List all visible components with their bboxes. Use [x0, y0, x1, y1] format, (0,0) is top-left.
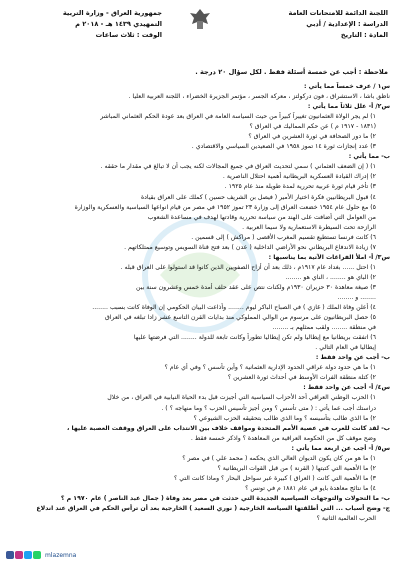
question-line: ........ و ........ [337, 293, 376, 301]
question-heading: ب- لقد كانت للعرب في عصبة الأمم المتحدة ومواقف خلاف بين الانتداب على العراق ووقفت العصبة عليها ، [67, 424, 390, 432]
footer-logo [6, 548, 76, 562]
question-line: الحرب العالمية الثانية ؟ [316, 515, 376, 523]
question-line: ٢) ما الأهمية التي كتبتها ( القرنة ) من قبل القوات البريطانية ؟ [217, 464, 376, 472]
question-heading: ب- مما يأتي : [348, 153, 390, 161]
question-heading: ب- ما التحولات والتوجهات السياسية الجديدة التي حدثت في مصر بعد وفاة ( جمال عبد الناصر ) عام ١٩٧٠ م ؟ [60, 494, 390, 502]
question-line: ٣) عدد إنجازات ثورة ١٤ تموز ١٩٥٨ في الصعيدين السياسي والاقتصادي . [191, 143, 376, 151]
question-line: في منطقة ........ ولقب ممثلهم بـ ........ [272, 324, 376, 332]
whatsapp-icon [33, 551, 41, 559]
question-line: ٢) ما دور الصحافة في ثورة العشرين في العراق ؟ [248, 133, 376, 141]
header-right-block [238, 8, 388, 41]
question-line: (١٨٣١ - ١٩١٧ م ) عن حكم المماليك في العراق ؟ [249, 123, 376, 131]
question-line: دراستك أجب عما يأتي : ( متى تأسس ؟ ومن أجيز تأسيس الحزب ؟ وما منهاجه ؟ ) . [161, 404, 376, 412]
question-line: ٦) كانت فرنسا تستطيع تقسيم المغرب الأقصى ( مراكش ) إلى قسمين . [191, 233, 376, 241]
question-line: وضح موقف كل من الحكومة العراقية من المعاهدة ؟ واذكر خمسة فقط . [190, 434, 376, 442]
question-line: ٧) زيادة الاندفاع البريطاني نحو الأراضي الداخلية ( عدن ) بعد فتح قناة السويس وتوسيع ممتلكاتهم . [124, 243, 376, 251]
question-line: ١) ما هو من كان يكون الديوان العالي الذي يحكمه ( محمد علي ) في مصر ؟ [182, 454, 376, 462]
question-line: ٣) صيغة معاهدة ٣٠ حزيران ١٩٣٠م ولكنات نتص على عقد حلف أمدة خمس وعشرون سنة بين [136, 283, 376, 291]
header-line: اللجنة الدائمة للامتحانات العامة [288, 9, 388, 17]
header-line: جمهورية العراق - وزارة التربية [62, 9, 162, 17]
header-line: التمهيدي ١٤٣٩ هـ - ٢٠١٨ م [75, 20, 162, 28]
exam-notice: ملاحظة : أجب عن خمسة أسئلة فقط . لكل سؤال ٢٠ درجة . [195, 68, 388, 76]
header-line: المادة : التاريخ [340, 31, 388, 39]
twitter-icon [24, 551, 32, 559]
question-line: ٣) ما الأهمية التي كانت ( العراق ) كبيرة عبر سواحل البحار ؟ وماذا كانت التي ؟ [173, 474, 376, 482]
question-line: ناظق باشا ، الاستشراق ، فون دركولتز ، معركة الجسر ، مؤتمر الجزيرة الخضراء ، اللجنة العربية العليا . [128, 93, 390, 101]
question-line: ٤) ما نتائج معاهدة بايو في عام ١٨٨١ م في تونس ؟ [245, 484, 376, 492]
question-heading: س٤/ أ- أجب عن واحد فقط : [303, 384, 390, 392]
question-line: ١) احتل ...... بغداد عام ١٩١٧م ، ذلك بعد أن أزاح الصفويين الذين كانوا قد استولوا على العراق قبله . [120, 263, 376, 271]
question-heading: س٢/ أ- علل ثلاثاً مما يأتي : [307, 103, 390, 111]
question-line: ١) لم يجر الولاة العثمانيون تغييراً كبيراً من حيث السياسة العامة في العراق بعد عودة الحكم العثماني المباشر [100, 113, 376, 121]
question-line: ٤) أعلن وفاة الملك ( غازي ) في الصباح الباكر ليوم ........ وأذاعت البيان الحكومي إن الوفاة كانت بسبب ........ [92, 304, 376, 312]
question-heading: ب- أجب عن واحد فقط : [315, 354, 390, 362]
header-line: الوقت : ثلاث ساعات [95, 31, 162, 39]
question-line: ٢) كتلة منطقة الفرات الأوسط في أحداث ثورة العشرين ؟ [227, 374, 376, 382]
question-line: ١) الحزب الوطني العراقي أحد الأحزاب السياسية التي أجيزت قبل بدء الحياة النيابية في العراق ، من خلال [107, 394, 376, 402]
question-line: ٥) حصل البريطانيون على مرسوم من الوالي المملوكي منذ بدايات القرن التاسع عشر زادا تبلغه في العراق [105, 314, 376, 322]
question-line: إيطاليا في العام التالي . [315, 344, 376, 352]
exam-questions [14, 82, 390, 524]
question-heading: س٣/ أ- املأ الفراغات الآتية بما يناسبها : [268, 253, 390, 261]
question-line: ٣) تأخر قيام ثورة عربية تحررية لمدة طويلة منذ عام ١٩٢٥ . [224, 183, 376, 191]
question-line: ٢) إدراك القيادة العسكرية البريطانية أهمية احتلال الناصرية . [222, 173, 376, 181]
logo-text: mlazemna [45, 551, 77, 559]
question-line: ٥) مع حلول عام ١٩٥٤ خضعت العراق إلى وزارة ٢٣ تموز ١٩٥٢ في مصر من قيام انواعها السياسية والعسكرية والوزارة [74, 203, 376, 211]
instagram-icon [15, 551, 23, 559]
question-line: من العوامل التي أضافت على الهند من سياسة تحررية وقادتها لهدف في مساعدة الشعوب [147, 213, 376, 221]
question-line: ١) ( إن الضعف العثماني ) سمي لتحديث العراق في جميع المجالات لكنه يجب أن لا تبالغ في مقدار ما حققه . [100, 163, 376, 171]
question-heading: س٥/ أ- أجب عن اربعة مما يأتي : [291, 444, 390, 452]
header-line: الدراسة : الإعدادية / أدبي [306, 20, 388, 28]
question-heading: ج- وضح أسباب ... التي أطلقتها السياسة الخارجية ( نوري السعيد ) الخارجية بعد أن ترأس الحكم في العراق عند اندلاع [36, 504, 390, 512]
question-line: ٢) الباي هو ........ ، الناي هو ........ [285, 273, 376, 281]
eagle-emblem-icon [186, 6, 214, 32]
question-line: الرازحة تحت السيطرة الاستعمارية ولا سيما العربية . [242, 223, 376, 231]
facebook-icon [6, 551, 14, 559]
question-line: ٤) قبول البريطانيين فكرة اختيار الأمير ( فيصل بن الشريف حسين ) كملك على العراق بقيادة [140, 193, 376, 201]
question-line: ٦) اتفقت بريطانيا مع إيطاليا ولم تكن إيطاليا تطوراً وكانت تابعة للدولة ........ التي فرضتها عليها [133, 334, 376, 342]
header-left-block [12, 8, 162, 41]
question-line: ١) ما هي حدود دولة عراقي الحدود الإدارية العثمانية ؟ وأين تأسس ؟ وفي أي عام ؟ [164, 364, 376, 372]
question-heading: س١ / عرف خمساً مما يأتي : [303, 83, 390, 90]
question-line: ٢) ما الذي طالب بتأسيسه ؟ وما الذي طالب بتحقيقه الحزب الشيوعي ؟ [193, 414, 376, 422]
exam-header [8, 6, 392, 68]
